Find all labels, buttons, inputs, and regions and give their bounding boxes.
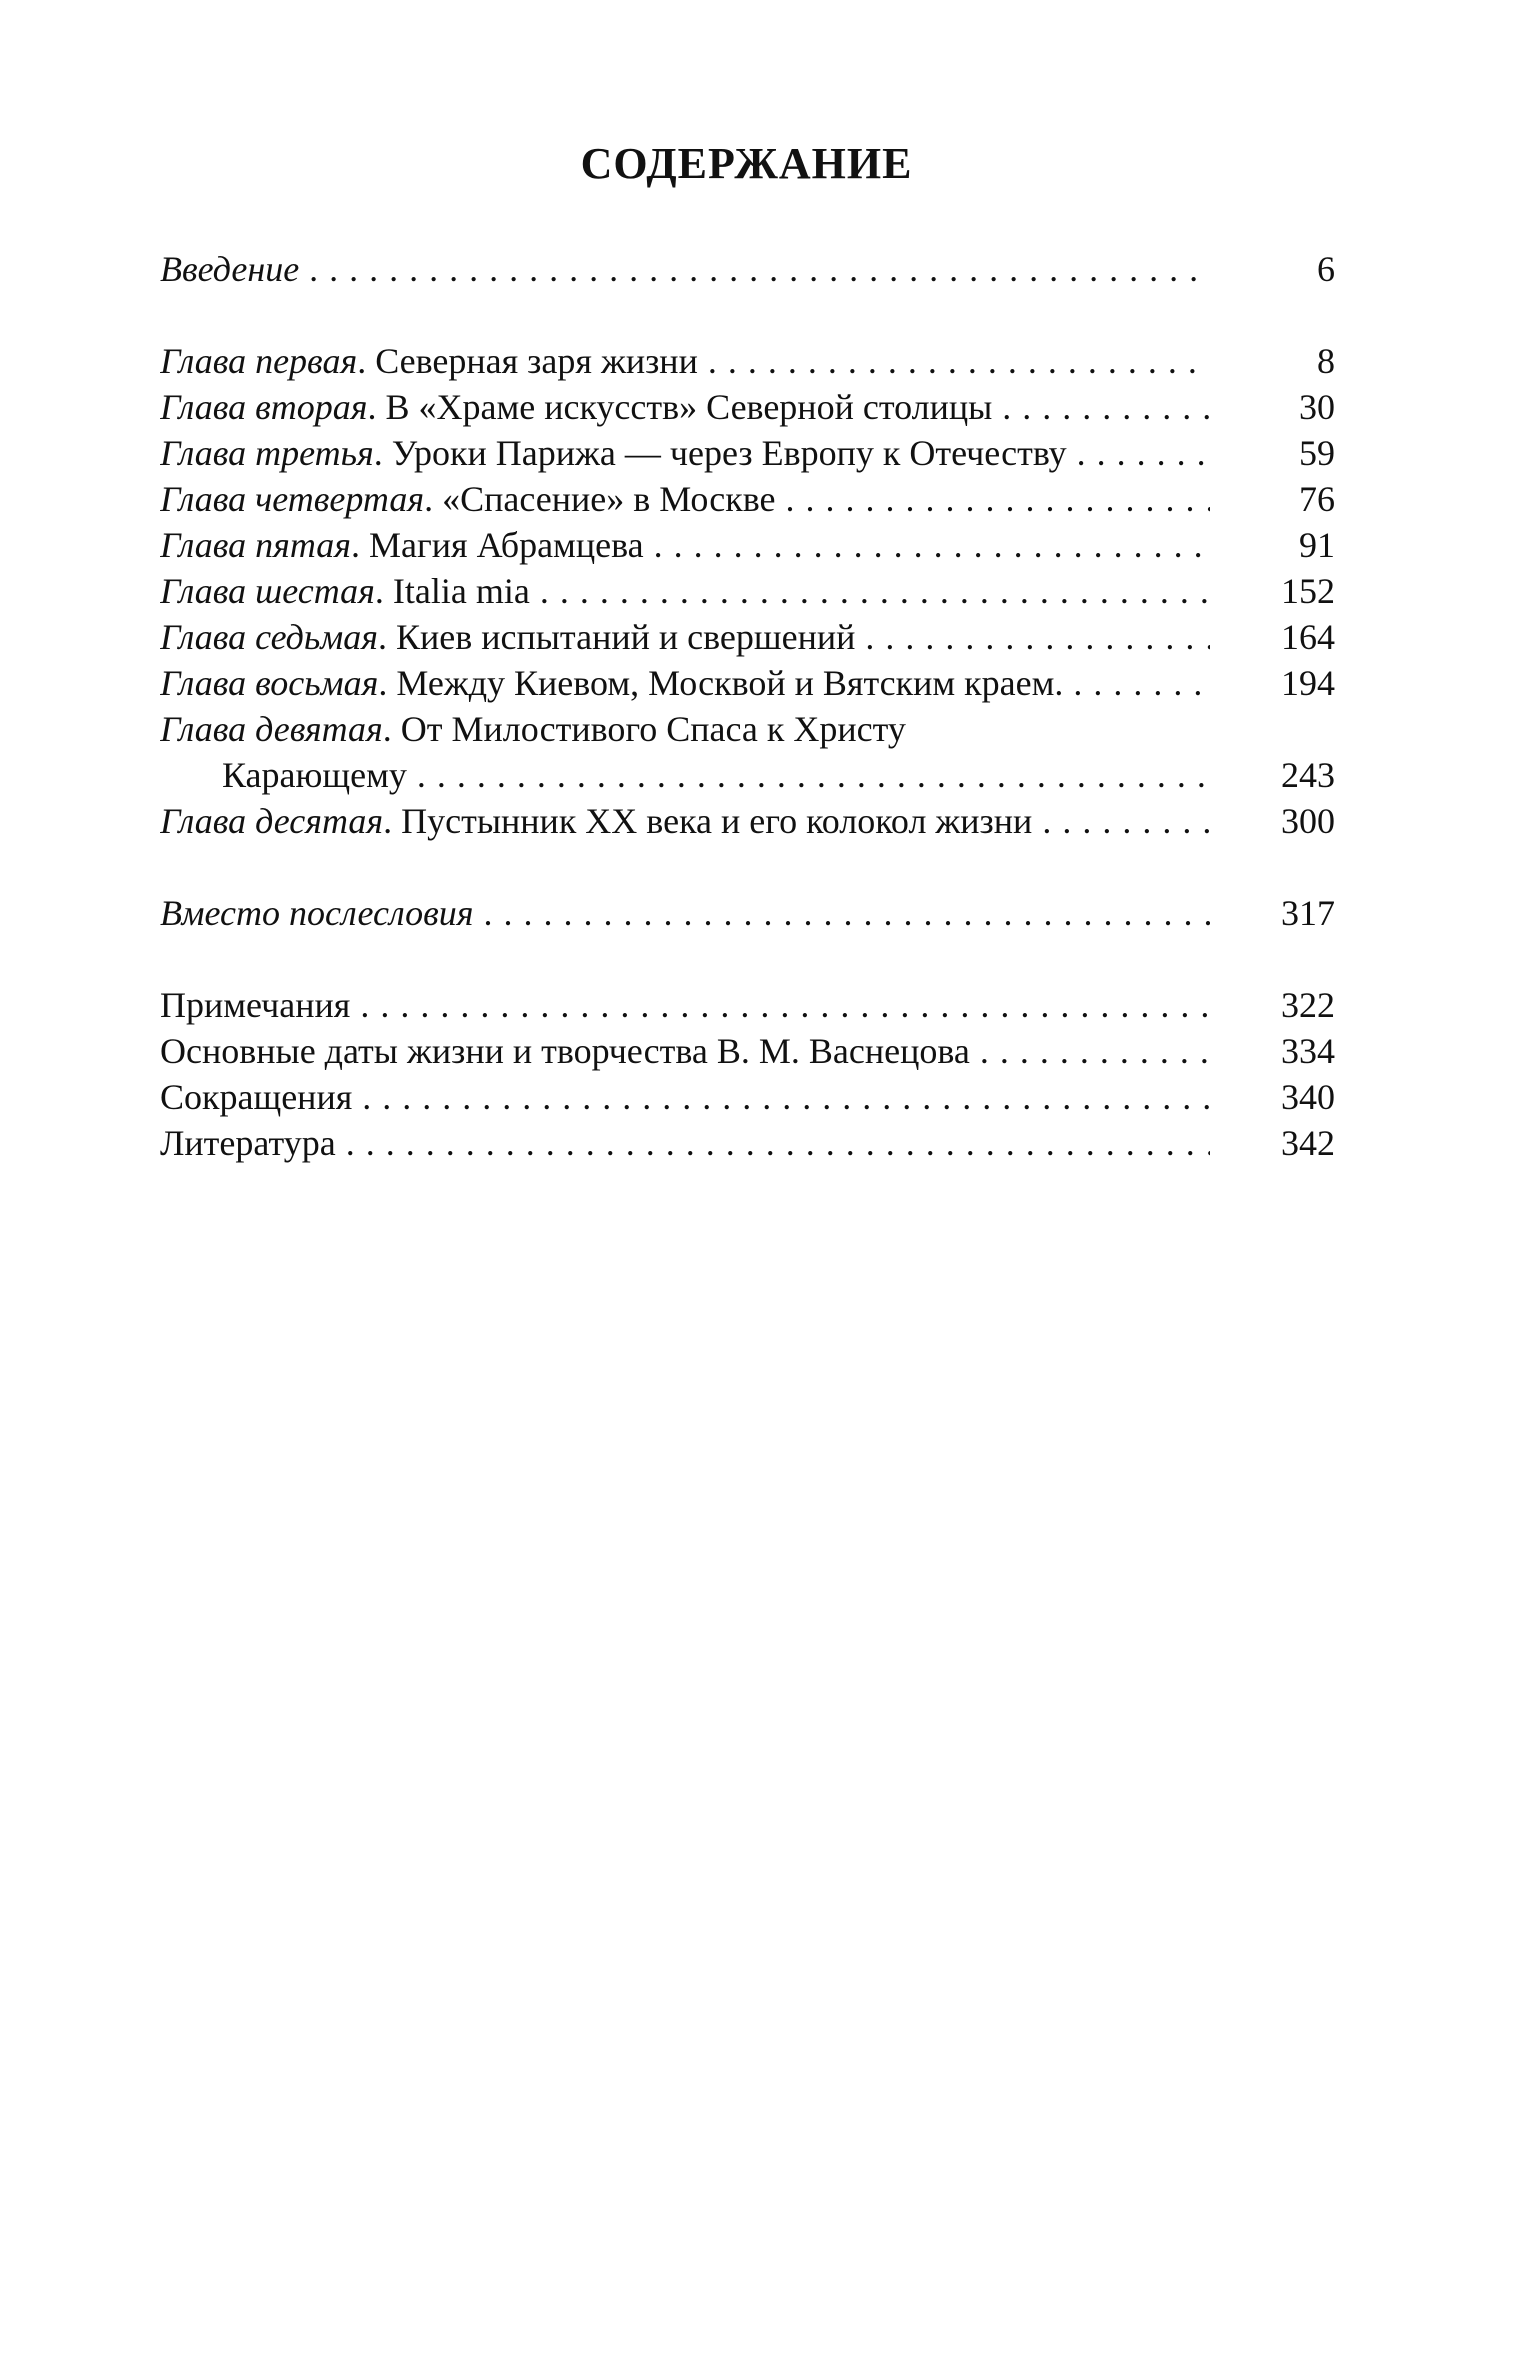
page-number: 334 (1281, 1031, 1335, 1071)
chapter-title: Уроки Парижа — через Европу к Отечеству (391, 433, 1067, 473)
toc-entry-chapter-5[interactable]: Глава пятая. Магия Абрамцева . . . 91 (160, 522, 1335, 568)
toc-entry-chapter-2[interactable]: Глава вторая. В «Храме искусств» Северной столицы . . . 30 (160, 384, 1335, 430)
toc-entry-chapter-6[interactable]: Глава шестая. Italia mia . . . 152 (160, 568, 1335, 614)
page-number: 30 (1299, 387, 1335, 427)
page-number: 6 (1317, 249, 1335, 289)
section-spacer (160, 292, 1335, 338)
chapter-label: Глава третья (160, 433, 374, 473)
chapter-label: Глава девятая (160, 709, 383, 749)
toc-entry-chapter-9-continued[interactable] (160, 752, 1335, 798)
page-number: 76 (1299, 479, 1335, 519)
chapter-title: Между Киевом, Москвой и Вятским краем (396, 663, 1055, 703)
toc-entry-abbreviations[interactable] (160, 1074, 1335, 1120)
toc-entry-chapter-8[interactable]: Глава восьмая. Между Киевом, Москвой и Вятским краем. . . . 194 (160, 660, 1335, 706)
entry-title: Основные даты жизни и творчества В. М. Васнецова (160, 1031, 970, 1071)
chapter-title: Северная заря жизни (375, 341, 698, 381)
toc-entry-chapter-1[interactable]: Глава первая. Северная заря жизни . . . 8 (160, 338, 1335, 384)
toc-entry-chapter-10[interactable]: Глава десятая. Пустынник XX века и его колокол жизни . . . 300 (160, 798, 1335, 844)
section-spacer (160, 936, 1335, 982)
page-number: 8 (1317, 341, 1335, 381)
toc-entry-chapter-3[interactable]: Глава третья. Уроки Парижа — через Европу к Отечеству . . . 59 (160, 430, 1335, 476)
page-number: 322 (1281, 985, 1335, 1025)
entry-title: Сокращения (160, 1077, 353, 1117)
entry-title: Примечания (160, 985, 351, 1025)
page-number: 164 (1281, 617, 1335, 657)
chapter-label: Глава десятая (160, 801, 384, 841)
chapter-label: Глава четвертая (160, 479, 425, 519)
page-number: 342 (1281, 1123, 1335, 1163)
page-number: 300 (1281, 801, 1335, 841)
chapter-label: Глава пятая (160, 525, 351, 565)
chapter-title: «Спасение» в Москве (442, 479, 776, 519)
section-spacer (160, 844, 1335, 890)
page-number: 340 (1281, 1077, 1335, 1117)
chapter-label: Глава седьмая (160, 617, 378, 657)
chapter-label: Глава восьмая (160, 663, 379, 703)
chapter-title: Italia mia (392, 571, 530, 611)
page-number: 91 (1299, 525, 1335, 565)
chapter-label: Глава шестая (160, 571, 375, 611)
entry-label: Введение (160, 249, 300, 289)
chapter-label: Глава вторая (160, 387, 368, 427)
page-number: 317 (1281, 893, 1335, 933)
chapter-title: В «Храме искусств» Северной столицы (385, 387, 993, 427)
page-number: 59 (1299, 433, 1335, 473)
chapter-title-continued: Карающему (222, 755, 407, 795)
toc-entry-introduction[interactable] (160, 246, 1335, 292)
toc-entry-chapter-9[interactable]: Глава девятая. От Милостивого Спаса к Христу (160, 709, 906, 749)
chapter-title: От Милостивого Спаса к Христу (400, 709, 906, 749)
page-number: 152 (1281, 571, 1335, 611)
page-number: 194 (1281, 663, 1335, 703)
toc-entry-chapter-4[interactable]: Глава четвертая. «Спасение» в Москве . . . 76 (160, 476, 1335, 522)
chapter-title: Киев испытаний и свершений (395, 617, 856, 657)
entry-title: Литература (160, 1123, 336, 1163)
toc-entry-dates[interactable] (160, 1028, 1335, 1074)
chapter-title: Пустынник XX века и его колокол жизни (401, 801, 1033, 841)
toc-entry-notes[interactable] (160, 982, 1335, 1028)
toc-entry-literature[interactable] (160, 1120, 1335, 1166)
toc-entry-chapter-7[interactable]: Глава седьмая. Киев испытаний и свершений . . . 164 (160, 614, 1335, 660)
page-number: 243 (1281, 755, 1335, 795)
entry-label: Вместо послесловия (160, 893, 474, 933)
chapter-title: Магия Абрамцева (369, 525, 644, 565)
table-of-contents (160, 246, 1335, 1166)
chapter-label: Глава первая (160, 341, 358, 381)
toc-entry-afterword[interactable] (160, 890, 1335, 936)
page-title: СОДЕРЖАНИЕ (580, 139, 913, 188)
